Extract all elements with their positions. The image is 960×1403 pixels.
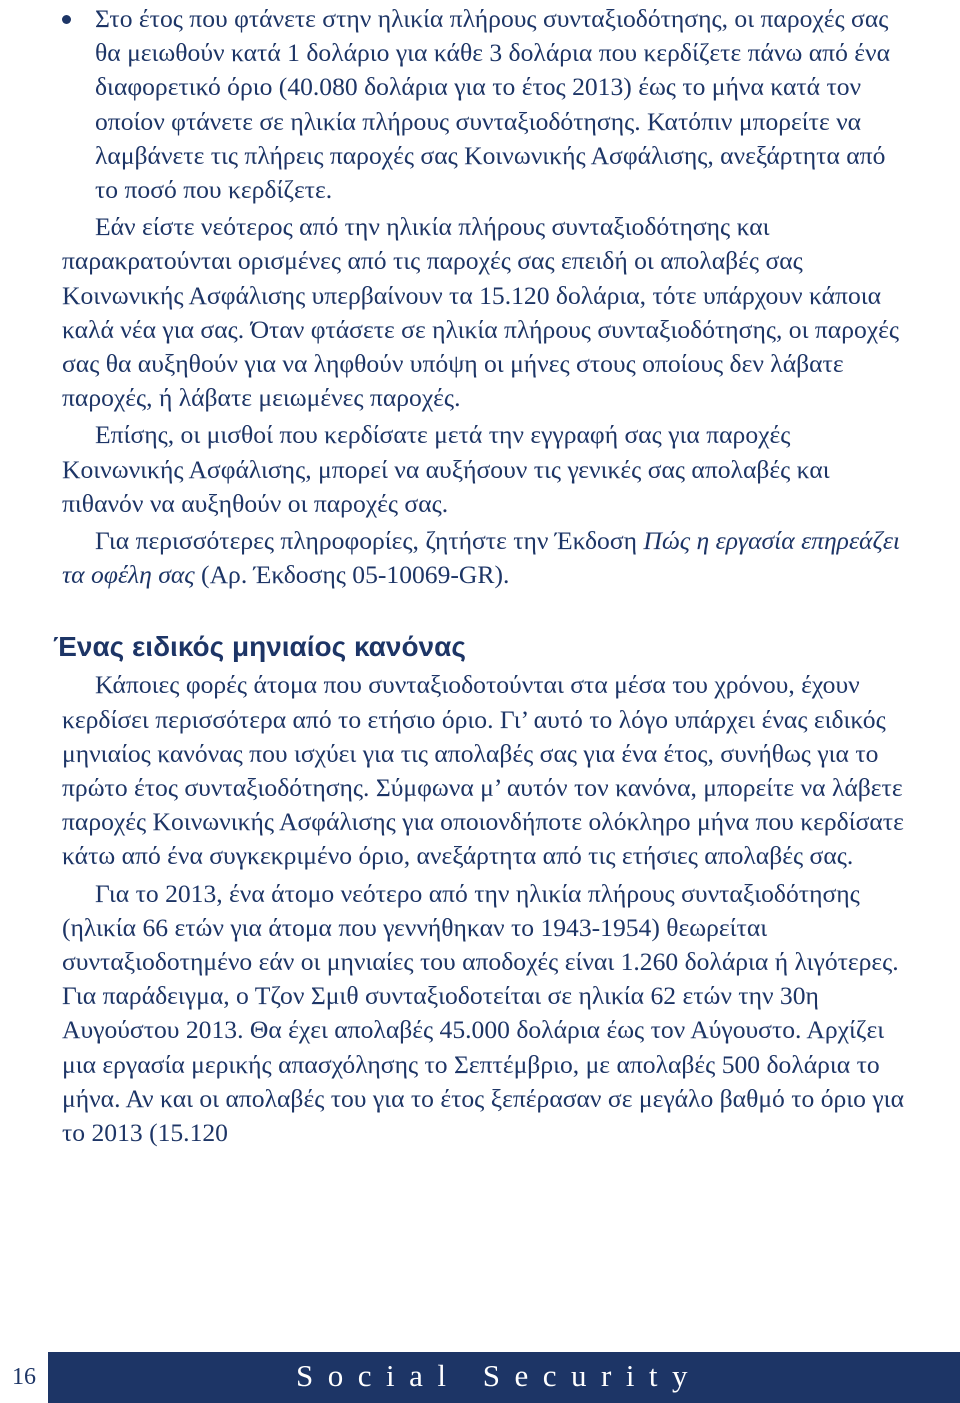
footer-title: Social Security: [296, 1358, 703, 1393]
publication-title: Πώς η εργασία επηρεάζει τα οφέλη σας: [62, 526, 901, 590]
footer-bar: [0, 1352, 960, 1403]
page-content: [53, 0, 912, 1150]
page-number: 16: [0, 1352, 50, 1403]
more-info-text: Για περισσότερες πληροφορίες, ζητήστε την Έκδοση: [95, 526, 644, 556]
bullet-dot-icon: [62, 15, 71, 24]
section-heading: Ένας ειδικός μηνιαίος κανόνας: [53, 631, 466, 663]
paragraph-withheld-benefits: Εάν είστε νεότερος από την ηλικία πλήρους συνταξιοδότησης και παρακρατούνται ορισμένες από τις παροχές σας επειδή οι απολαβές σας Κοινωνικής Ασφάλισης υπερβαίνουν τα 15.120 δολάρια, τότε υπάρχουν κάποια καλά νέα για σας. Όταν φτάσετε σε ηλικία πλήρους συνταξιοδότησης, οι παροχές σας θα αυξηθούν για να ληφθούν υπόψη οι μήνες στους οποίους δεν λάβατε παροχές, ή λάβατε μειωμένες παροχές.: [62, 212, 900, 413]
publication-number: (Αρ. Έκδοσης 05-10069-GR).: [194, 560, 510, 590]
bullet-item: [62, 2, 912, 207]
paragraph-more-information: [62, 524, 912, 592]
paragraph-wages-after-enrollment: Επίσης, οι μισθοί που κερδίσατε μετά την εγγραφή σας για παροχές Κοινωνικής Ασφάλισης, μπορεί να αυξήσουν τις γενικές σας απολαβές και πιθανόν να αυξηθούν οι παροχές σας.: [62, 420, 830, 518]
paragraph-monthly-rule: Κάποιες φορές άτομα που συνταξιοδοτούνται στα μέσα του χρόνου, έχουν κερδίσει περισσότερα από το ετήσιο όριο. Γι’ αυτό το λόγο υπάρχει ένας ειδικός μηνιαίος κανόνας που ισχύει για τις απολαβές σας για ένα έτος, συνήθως για το πρώτο έτος συνταξιοδότησης. Σύμφωνα μ’ αυτόν τον κανόνα, μπορείτε να λάβετε παροχές Κοινωνικής Ασφάλισης για οποιονδήποτε ολόκληρο μήνα που κερδίσατε κάτω από ένα συγκεκριμένο όριο, ανεξάρτητα από τις ετήσιες απολαβές σας.: [62, 670, 904, 871]
bullet-text: Στο έτος που φτάνετε στην ηλικία πλήρους συνταξιοδότησης, οι παροχές σας θα μειωθούν κατά 1 δολάριο για κάθε 3 δολάρια που κερδίζετε πάνω από ένα διαφορετικό όριο (40.080 δολάρια για το έτος 2013) έως το μήνα κατά τον οποίον φτάνετε σε ηλικία πλήρους συνταξιοδότησης. Κατόπιν μπορείτε να λαμβάνετε τις πλήρεις παροχές σας Κοινωνικής Ασφάλισης, ανεξάρτητα από το ποσό που κερδίζετε.: [95, 4, 891, 205]
paragraph-example: Για το 2013, ένα άτομο νεότερο από την ηλικία πλήρους συνταξιοδότησης (ηλικία 66 ετών για άτομα που γεννήθηκαν το 1943-1954) θεωρείται συνταξιοδοτημένο εάν οι μηνιαίες του αποδοχές είναι 1.260 δολάρια ή λιγότερες. Για παράδειγμα, ο Τζον Σμιθ συνταξιοδοτείται σε ηλικία 62 ετών την 30η Αυγούστου 2013. Θα έχει απολαβές 45.000 δολάρια έως τον Αύγουστο. Αρχίζει μια εργασία μερικής απασχόλησης το Σεπτέμβριο, με απολαβές 500 δολάρια το μήνα. Αν και οι απολαβές του για το έτος ξεπέρασαν σε μεγάλο βαθμό το όριο για το 2013 (15.120: [62, 878, 904, 1148]
